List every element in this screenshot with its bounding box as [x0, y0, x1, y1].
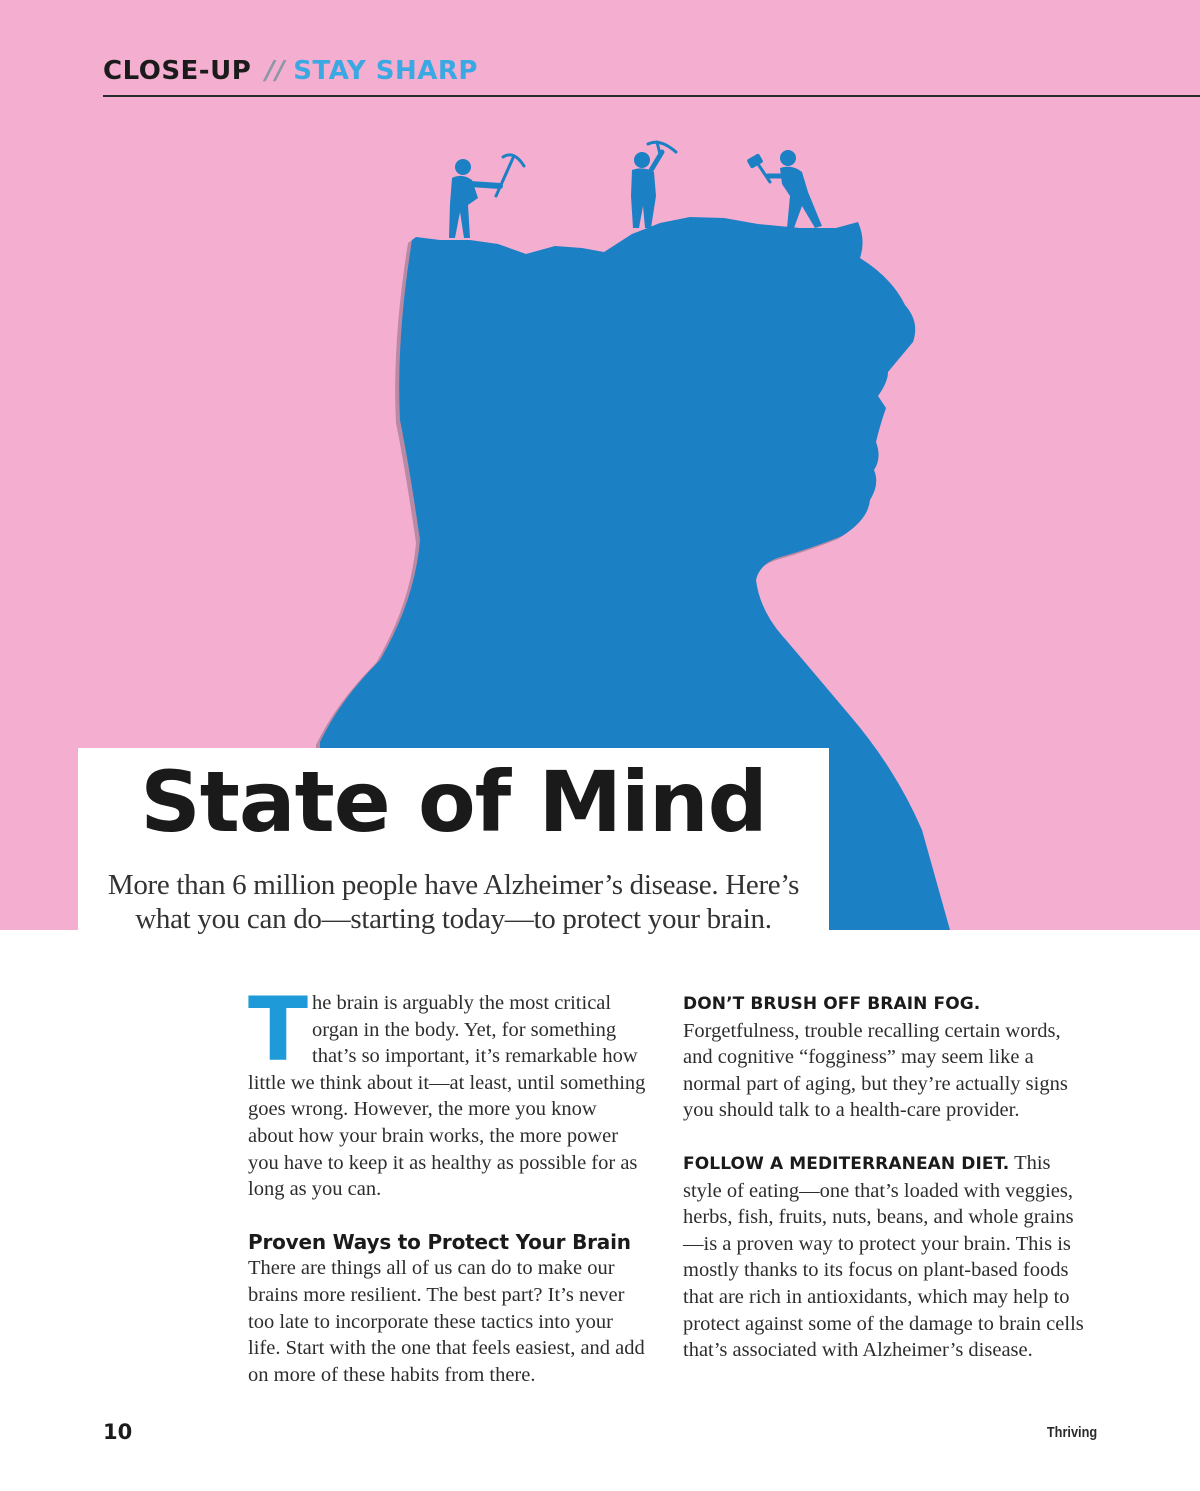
article-title: State of Mind	[140, 753, 767, 851]
section-subhead: Proven Ways to Protect Your Brain	[248, 1229, 631, 1254]
intro-text: he brain is arguably the most critical organ in the body. Yet, for something that’s so important, it’s remarkable how little we think about it—at least, until something goes wrong. However, the more you know about how your brain works, the more power you have to keep it as healthy as possible for as long as you can.	[248, 992, 646, 1201]
subhead-paragraph: There are things all of us can do to make our brains more resilient. The best part? It’s never too late to incorporate these tactics into your life. Start with the one that feels easiest, and add on more of these habits from there.	[248, 1257, 645, 1386]
page-number: 10	[103, 1420, 133, 1444]
section-label: CLOSE-UP	[103, 56, 252, 86]
miner-with-pickaxe-icon	[449, 155, 524, 238]
miner-with-sledgehammer-icon	[746, 150, 822, 228]
tip-body: This style of eating—one that’s loaded with veggies, herbs, fish, fruits, nuts, beans, and whole grains—is a proven way to protect your brain. This is mostly thanks to its focus on plant-based foods that are rich in antioxidants, which may help to protect against some of the damage to brain cells that’s associated with Alzheimer’s disease.	[683, 1151, 1084, 1362]
intro-paragraph	[248, 978, 646, 1203]
tip-body: Forgetfulness, trouble recalling certain words, and cognitive “fogginess” may seem like a normal part of aging, but they’re actually signs you should talk to a health-care provider.	[683, 1019, 1068, 1122]
article-column-left	[248, 978, 646, 1388]
article-dek: More than 6 million people have Alzheimer’s disease. Here’s what you can do—starting today—to protect your brain.	[107, 869, 800, 935]
article-column-right	[683, 990, 1093, 1364]
drop-cap: T	[248, 978, 309, 1081]
magazine-name: Thriving	[1046, 1424, 1097, 1441]
tip-paragraph	[683, 1150, 1093, 1364]
subsection-label: STAY SHARP	[293, 56, 478, 86]
section-separator: //	[265, 56, 286, 86]
title-box	[78, 748, 829, 935]
miner-with-pickaxe-icon	[631, 142, 676, 228]
tip-lead: FOLLOW A MEDITERRANEAN DIET.	[683, 1153, 1010, 1174]
tip-paragraph	[683, 990, 1093, 1124]
tip-lead: DON’T BRUSH OFF BRAIN FOG.	[683, 994, 981, 1014]
